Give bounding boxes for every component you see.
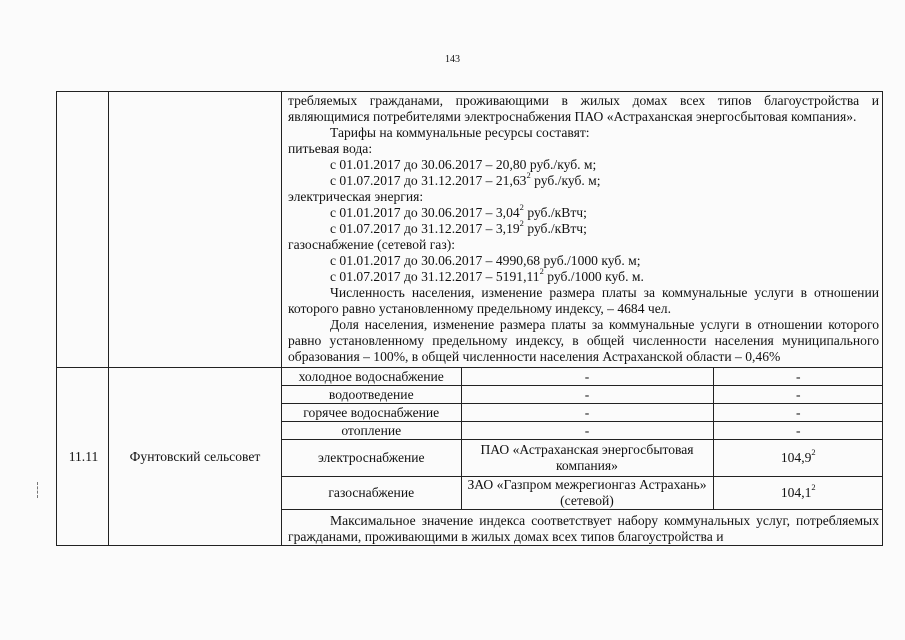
tariffs-description-cell [282,92,883,368]
service-index: - [713,422,883,440]
service-row [282,386,883,404]
row-number: 11.11 [57,368,109,546]
service-provider: - [461,404,713,422]
tariff-table [56,91,883,546]
service-provider: ПАО «Астраханская энергосбытовая компания» [461,440,713,477]
population-share-paragraph: Доля населения, изменение размера платы за коммунальные услуги в отношении которого равно установленному предельному индексу, в общей численности населения муниципального образования – 100%, в общей численности населения Астраханской области – 0,46% [288,317,879,364]
gas-tariff-1: с 01.01.2017 до 30.06.2017 – 4990,68 руб./1000 куб. м; [330,253,641,268]
water-tariff-1: с 01.01.2017 до 30.06.2017 – 20,80 руб./куб. м; [330,157,597,172]
intro-paragraph: требляемых гражданами, проживающими в жилых домах всех типов благоустройства и являющимися потребителями электроснабжения ПАО «Астраханская энергосбытовая компания». [288,93,879,124]
service-name: горячее водоснабжение [282,404,461,422]
service-row [282,422,883,440]
table-row-funtovsky [57,368,883,546]
power-tariff-2: с 01.07.2017 до 31.12.2017 – 3,19$^2$ руб./кВтч; [330,218,587,236]
service-name: холодное водоснабжение [282,368,461,386]
service-row [282,404,883,422]
max-index-paragraph [282,510,882,545]
service-row [282,440,883,477]
population-paragraph: Численность населения, изменение размера платы за коммунальные услуги в отношении которого равно установленному предельному индексу, – 4684 чел. [288,285,879,316]
scan-artifact-mark [37,482,39,498]
services-cell [282,368,883,546]
service-index: 104,1$^2$ [713,477,883,510]
tariffs-heading: Тарифы на коммунальные ресурсы составят: [330,125,590,140]
service-row [282,477,883,510]
table-row-continuation [57,92,883,368]
service-index: 104,9$^2$ [713,440,883,477]
service-row [282,368,883,386]
power-label: электрическая энергия: [288,189,424,204]
page-number: 143 [445,54,460,65]
service-name: водоотведение [282,386,461,404]
service-index: - [713,368,883,386]
municipality-name: Фунтовский сельсовет [109,368,282,546]
water-tariff-2: с 01.07.2017 до 31.12.2017 – 21,63$^2$ руб./куб. м; [330,170,601,188]
power-tariff-1: с 01.01.2017 до 30.06.2017 – 3,04$^2$ руб./кВтч; [330,202,587,220]
service-index: - [713,386,883,404]
water-label: питьевая вода: [288,141,373,156]
service-name: отопление [282,422,461,440]
municipality-cell-empty [109,92,282,368]
service-provider: ЗАО «Газпром межрегионгаз Астрахань» (сетевой) [461,477,713,510]
gas-tariff-2: с 01.07.2017 до 31.12.2017 – 5191,11$^2$ руб./1000 куб. м. [330,266,644,284]
service-name: электроснабжение [282,440,461,477]
service-provider: - [461,368,713,386]
service-provider: - [461,386,713,404]
max-index-text: Максимальное значение индекса соответствует набору коммунальных услуг, потребляемых гражданами, проживающими в жилых домах всех типов благоустройства и [288,513,879,544]
number-cell-empty [57,92,109,368]
service-index: - [713,404,883,422]
services-subtable [282,368,883,510]
gas-label: газоснабжение (сетевой газ): [288,237,455,252]
service-name: газоснабжение [282,477,461,510]
service-provider: - [461,422,713,440]
